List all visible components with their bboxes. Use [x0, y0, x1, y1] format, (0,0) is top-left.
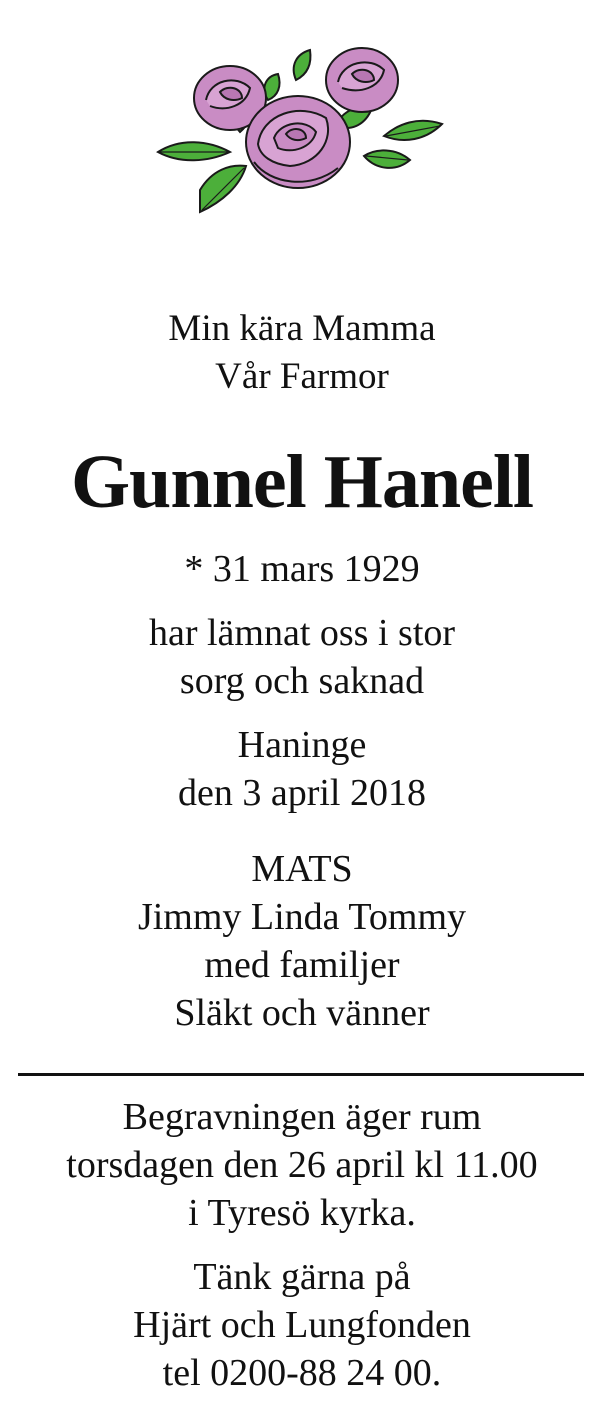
funeral-line: torsdagen den 26 april kl 11.00 — [66, 1144, 538, 1186]
intro-line: Min kära Mamma — [168, 308, 436, 349]
funeral-line: Begravningen äger rum — [122, 1096, 482, 1138]
mourner-line: med familjer — [204, 944, 400, 986]
birth-date: * 31 mars 1929 — [184, 548, 420, 590]
funeral-line: i Tyresö kyrka. — [188, 1192, 416, 1234]
roses-icon — [150, 40, 450, 220]
death-date: den 3 april 2018 — [177, 772, 426, 814]
deceased-name: Gunnel Hanell — [70, 440, 534, 524]
section-divider — [18, 1073, 584, 1076]
mourner-line: Jimmy Linda Tommy — [137, 896, 467, 938]
donation-line: Hjärt och Lungfonden — [133, 1304, 471, 1346]
mourner-line: MATS — [251, 848, 353, 890]
death-place: Haninge — [237, 724, 367, 766]
mourner-line: Släkt och vänner — [174, 992, 430, 1034]
donation-line: Tänk gärna på — [193, 1256, 411, 1298]
donation-line: tel 0200-88 24 00. — [162, 1352, 442, 1394]
intro-line: Vår Farmor — [215, 356, 389, 397]
message-line: har lämnat oss i stor — [148, 612, 456, 654]
message-line: sorg och saknad — [179, 660, 425, 702]
